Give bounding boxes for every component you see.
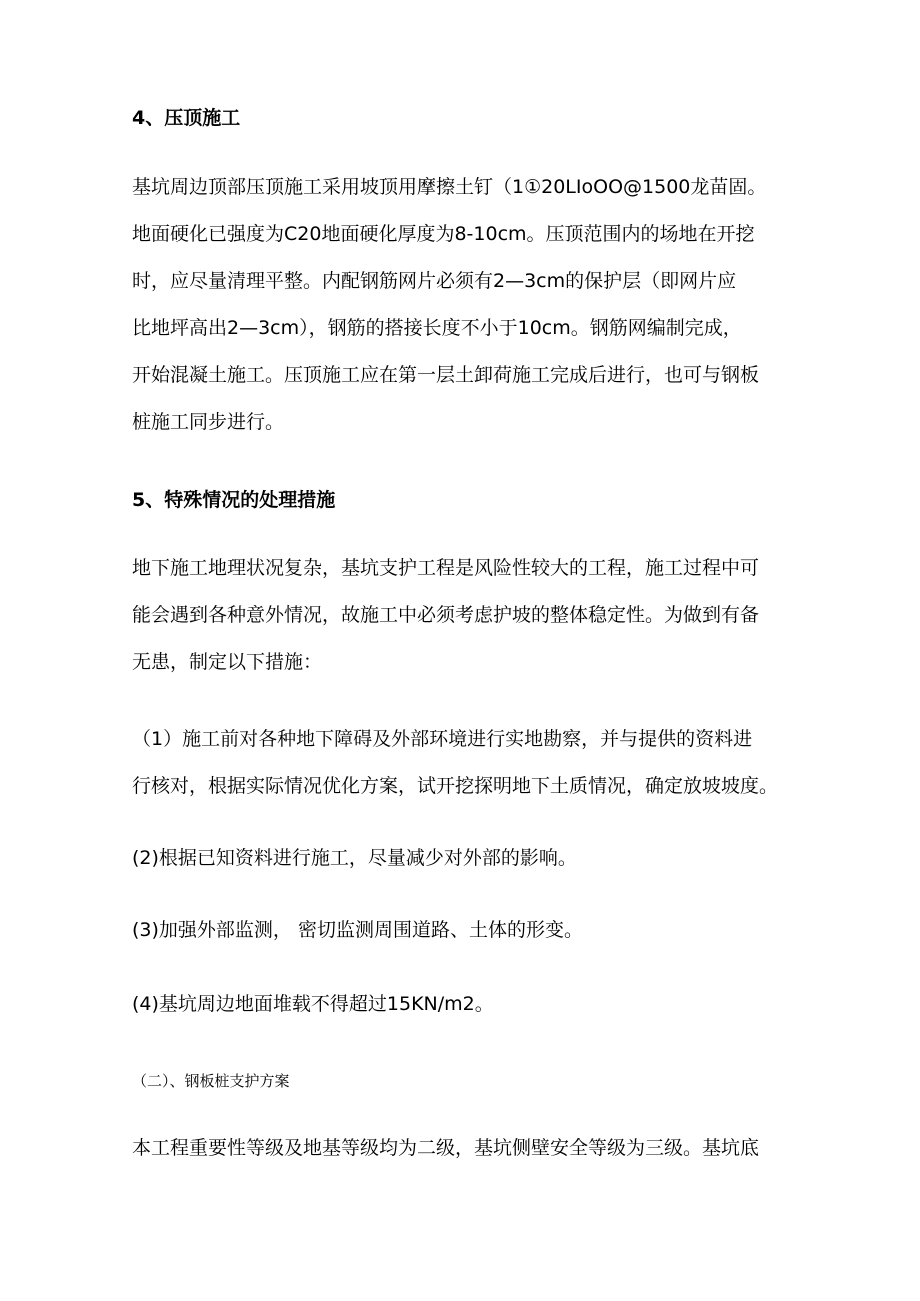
section-4-line-5: 开始混凝土施工。压顶施工应在第一层土卸荷施工完成后进行，也可与钢板 (132, 364, 760, 386)
measure-item-3: (3)加强外部监测， 密切监测周围道路、土体的形变。 (132, 919, 583, 941)
section-4-heading: 4、压顶施工 (132, 107, 241, 129)
measure-item-1-line-2: 行核对，根据实际情况优化方案，试开挖探明地下土质情况，确定放坡坡度。 (132, 775, 779, 797)
section-b-line-1: 本工程重要性等级及地基等级均为二级，基坑侧壁安全等级为三级。基坑底 (132, 1137, 760, 1159)
section-5-intro-line-2: 能会遇到各种意外情况，故施工中必须考虑护坡的整体稳定性。为做到有备 (132, 604, 760, 626)
measure-item-4: (4)基坑周边地面堆载不得超过15KN/m2。 (132, 993, 494, 1015)
section-4-line-2: 地面硬化已强度为C20地面硬化厚度为8-10cm。压顶范围内的场地在开挖 (132, 223, 755, 245)
section-5-intro-line-1: 地下施工地理状况复杂，基坑支护工程是风险性较大的工程，施工过程中可 (132, 557, 760, 579)
measure-item-1-line-1: （1）施工前对各种地下障碍及外部环境进行实地勘察，并与提供的资料进 (132, 728, 753, 750)
section-4-line-4: 比地坪高出2—3cm），钢筋的搭接长度不小于10cm。钢筋网编制完成， (132, 317, 742, 339)
section-4-line-3: 时，应尽量清理平整。内配钢筋网片必须有2—3cm的保护层（即网片应 (132, 270, 737, 292)
section-4-line-1: 基坑周边顶部压顶施工采用坡顶用摩擦土钉（1①20LIoOO@1500龙苗固。 (132, 176, 767, 198)
section-5-intro-line-3: 无患，制定以下措施： (132, 651, 323, 673)
measure-item-2: (2)根据已知资料进行施工，尽量减少对外部的影响。 (132, 847, 577, 869)
section-4-line-6: 桩施工同步进行。 (132, 411, 285, 433)
section-b-heading: （二）、钢板桩支护方案 (132, 1072, 290, 1090)
section-5-heading: 5、特殊情况的处理措施 (132, 489, 336, 511)
